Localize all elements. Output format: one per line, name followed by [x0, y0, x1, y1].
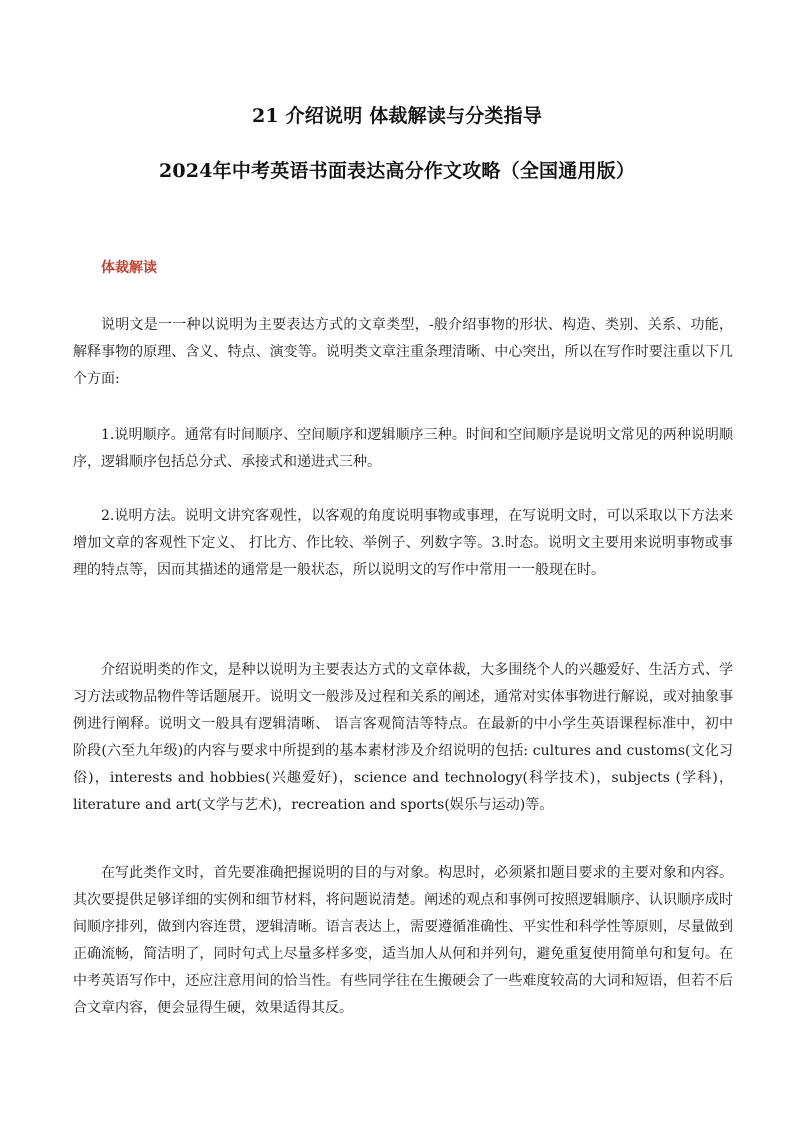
section-heading: 体裁解读 [101, 260, 157, 276]
paragraph-order: 1.说明顺序。通常有时间顺序、空间顺序和逻辑顺序三种。时间和空间顺序是说明文常见的两种说明顺序，逻辑顺序包括总分式、承接式和递进式三种。 [73, 427, 733, 470]
paragraph-genre-overview: 介绍说明类的作文，是种以说明为主要表达方式的文章体裁，大多围绕个人的兴趣爱好、生活方式、学习方法或物品物件等话题展开。说明文一般涉及过程和关系的阐述，通常对实体事物进行解说，或对抽象事例进行阐释。说明文一般具有逻辑清晰、 语言客观简洁等特点。在最新的中小学生英语课程标准中，初中阶段(六至九年级)的内容与要求中所提到的基本素材涉及介绍说明的包括: cultures and customs(文化习俗)，interests and hobbies(兴趣爱好)，science and technology(科学技术)，subjects (学科)，literature and art(文学与艺术)，recreation and sports(娱乐与运动)等。 [73, 662, 733, 813]
paragraph-intro: 说明文是一一种以说明为主要表达方式的文章类型，-般介绍事物的形状、构造、类别、关系、功能，解释事物的原理、含义、特点、演变等。说明类文章注重条理清晰、中心突出，所以在写作时要注重以下几个方面: [73, 317, 733, 387]
paragraph-writing-tips: 在写此类作文时，首先要准确把握说明的目的与对象。构思时，必须紧扣题目要求的主要对象和内容。其次要提供足够详细的实例和细节材料，将问题说清楚。阐述的观点和事例可按照逻辑顺序、认识顺序成时间顺序排列，做到内容连贯，逻辑清晰。语言表达上，需要遵循准确性、平实性和科学性等原则，尽量做到正确流畅，简洁明了，同时句式上尽量多样多变，适当加人从何和并列句，避免重复使用简单句和复句。在中考英语写作中，还应注意用间的恰当性。有些同学往在生搬硬会了一些难度较高的大词和短语，但若不后合文章内容，便会显得生硬，效果适得其反。 [73, 865, 733, 1016]
document-subtitle: 2024年中考英语书面表达高分作文攻略（全国通用版） [158, 160, 636, 182]
document-title: 21 介绍说明 体裁解读与分类指导 [251, 105, 543, 127]
paragraph-methods: 2.说明方法。说明文讲究客观性，以客观的角度说明事物或事理，在写说明文时，可以采取以下方法来增加文章的客观性下定义、 打比方、作比较、举例子、列数字等。3.时态。说明文主要用来说明事物或事理的特点等，因而其描述的通常是一般状态，所以说明文的写作中常用一一般现在时。 [73, 508, 733, 578]
